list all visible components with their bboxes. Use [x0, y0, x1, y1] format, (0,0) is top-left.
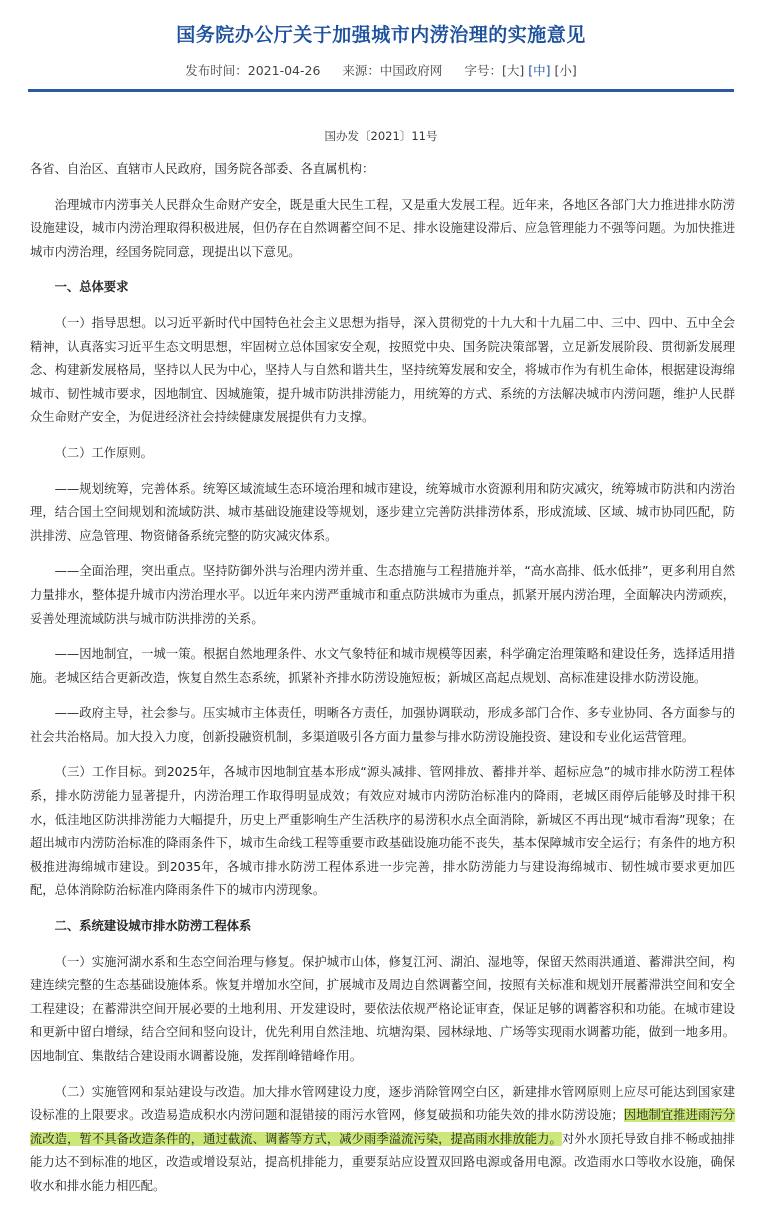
- intro-paragraph: 治理城市内涝事关人民群众生命财产安全，既是重大民生工程，又是重大发展工程。近年来，各地区各部门大力推进排水防涝设施建设，城市内涝治理取得积极进展，但仍存在自然调蓄空间不足、排水设施建设滞后、应急管理能力不强等问题。为加快推进城市内涝治理，经国务院同意，现提出以下意见。: [30, 197, 735, 259]
- addressee: 各省、自治区、直辖市人民政府，国务院各部委、各直属机构：: [30, 162, 375, 176]
- article-body: [30, 158, 735, 1211]
- highlighted-text: 因地制宜推进雨污分流改造，暂不具备改造条件的，通过截流、调蓄等方式，减少雨季溢流污染，提高雨水排放能力。: [30, 1108, 735, 1146]
- paragraph: ——全面治理，突出重点。坚持防御外洪与治理内涝并重、生态措施与工程措施并举，“高水高排、低水低排”，更多利用自然力量排水，整体提升城市内涝治理水平。以近年来内涝严重城市和重点防洪城市为重点，抓紧开展内涝治理，全面解决内涝顽疾，妥善处理流域防洪与城市防洪排涝的关系。: [30, 564, 735, 626]
- paragraph-text: 对外水顶托导致自排不畅或抽排能力达不到标准的地区，改造或增设泵站，提高机排能力，重要泵站应设置双回路电源或备用电源。改造雨水口等收水设施，确保收水和排水能力相匹配。: [30, 1131, 735, 1193]
- font-size-small-button[interactable]: [小]: [554, 63, 577, 78]
- paragraph: （二）工作原则。: [54, 445, 153, 460]
- paragraph: ——规划统筹，完善体系。统筹区域流域生态环境治理和城市建设，统筹城市水资源利用和防灾减灾，统筹城市防洪和内涝治理，结合国土空间规划和流域防洪、城市基础设施建设等规划，逐步建立完善防洪排涝体系，形成流域、区域、城市协同匹配，防洪排涝、应急管理、物资储备系统完整的防灾减灾体系。: [30, 481, 735, 543]
- paragraph-text: （二）实施管网和泵站建设与改造。加大排水管网建设力度，逐步消除管网空白区，新建排水管网原则上应尽可能达到国家建设标准的上限要求。改造易造成积水内涝问题和混错接的雨污水管网，修复破损和功能失效的排水防涝设施；: [30, 1084, 735, 1123]
- paragraph: ——政府主导，社会参与。压实城市主体责任，明晰各方责任，加强协调联动，形成多部门合作、多专业协同、各方面参与的社会共治格局。加大投入力度，创新投融资机制，多渠道吸引各方面力量参与排水防涝设施投资、建设和专业化运营管理。: [30, 706, 735, 744]
- section-heading-1: 一、总体要求: [54, 280, 129, 295]
- document-number: 国办发〔2021〕11号: [324, 129, 438, 143]
- section-heading-2: 二、系统建设城市排水防涝工程体系: [54, 919, 252, 934]
- paragraph: （三）工作目标。到2025年，各城市因地制宜基本形成“源头减排、管网排放、蓄排并举、超标应急”的城市排水防涝工程体系，排水防涝能力显著提升，内涝治理工作取得明显成效；有效应对城市内涝防治标准内的降雨，老城区雨停后能够及时排干积水，低洼地区防洪排涝能力大幅提升，历史上严重影响生产生活秩序的易涝积水点全面消除，新城区不再出现“城市看海”现象；在超出城市内涝防治标准的降雨条件下，城市生命线工程等重要市政基础设施功能不丧失，基本保障城市安全运行；有条件的地方积极推进海绵城市建设。到2035年，各城市排水防涝工程体系进一步完善，排水防涝能力与建设海绵城市、韧性城市要求更加匹配，总体消除防治标准内降雨条件下的城市内涝现象。: [30, 765, 735, 898]
- paragraph: [30, 1081, 735, 1199]
- paragraph: （一）实施河湖水系和生态空间治理与修复。保护城市山体，修复江河、湖泊、湿地等，保留天然雨洪通道、蓄滞洪空间，构建连续完整的生态基础设施体系。恢复并增加水空间，扩展城市及周边自然调蓄空间，按照有关标准和规划开展蓄滞洪空间和安全工程建设；在蓄滞洪空间开展必要的土地利用、开发建设时，要依法依规严格论证审查，保证足够的调蓄容积和功能。在城市建设和更新中留白增绿，结合空间和竖向设计，优先利用自然洼地、坑塘沟渠、园林绿地、广场等实现雨水调蓄功能，做到一地多用。因地制宜、集散结合建设雨水调蓄设施，发挥削峰错峰作用。: [30, 954, 735, 1063]
- source: 来源：中国政府网: [342, 63, 443, 78]
- header-divider: [28, 89, 734, 92]
- font-size-large-button[interactable]: [大]: [501, 63, 525, 78]
- article-title: 国务院办公厅关于加强城市内涝治理的实施意见: [176, 24, 586, 46]
- article-meta: [0, 61, 762, 79]
- paragraph: ——因地制宜，一城一策。根据自然地理条件、水文气象特征和城市规模等因素，科学确定治理策略和建设任务，选择适用措施。老城区结合更新改造，恢复自然生态系统，抓紧补齐排水防涝设施短板；新城区高起点规划、高标准建设排水防涝设施。: [30, 647, 735, 685]
- font-size-label: 字号：: [464, 63, 502, 78]
- font-size-medium-button[interactable]: [中]: [528, 63, 551, 78]
- publish-date: 发布时间：2021-04-26: [185, 63, 321, 78]
- paragraph: （一）指导思想。以习近平新时代中国特色社会主义思想为指导，深入贯彻党的十九大和十九届二中、三中、四中、五中全会精神，认真落实习近平生态文明思想，牢固树立总体国家安全观，按照党中央、国务院决策部署，立足新发展阶段、贯彻新发展理念、构建新发展格局，坚持以人民为中心，坚持人与自然和谐共生，坚持统筹发展和安全，将城市作为有机生命体，根据建设海绵城市、韧性城市要求，因地制宜、因城施策，提升城市防洪排涝能力，用统筹的方式、系统的方法解决城市内涝问题，维护人民群众生命财产安全，为促进经济社会持续健康发展提供有力支撑。: [30, 315, 735, 425]
